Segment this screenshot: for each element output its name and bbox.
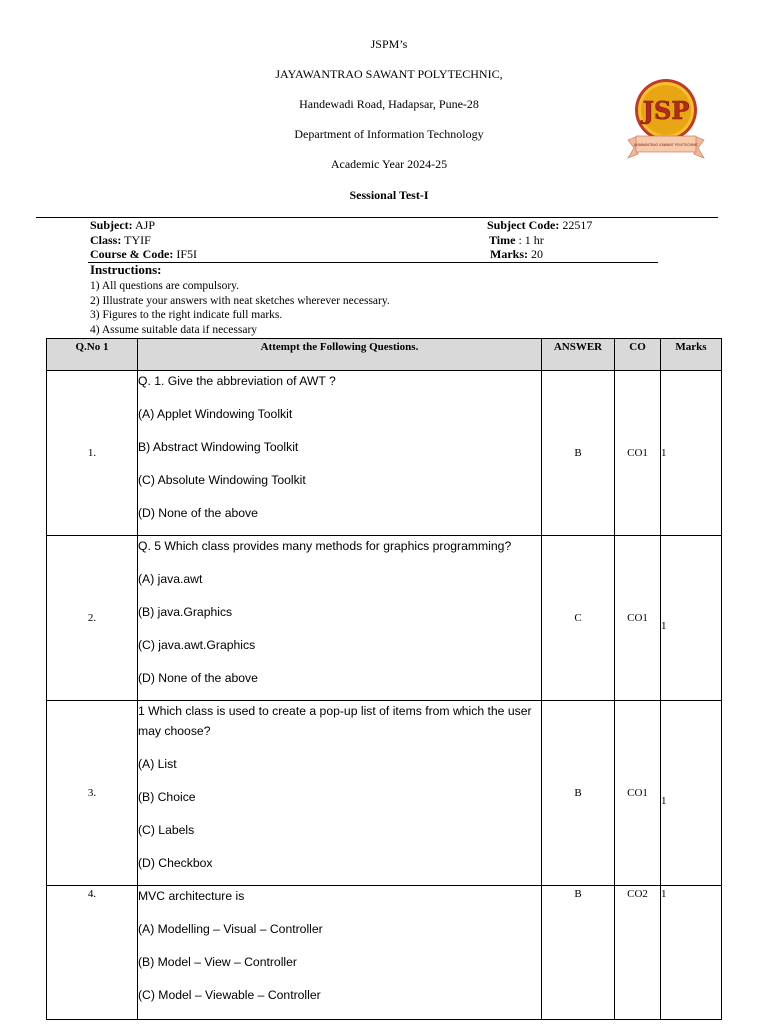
option: (B) Model – View – Controller [138,955,297,969]
option: (D) Checkbox [138,856,213,870]
question-text: MVC architecture is [138,889,245,903]
header-answer: ANSWER [542,339,615,371]
question-number: 4. [47,886,138,1020]
option: (B) Choice [138,790,196,804]
answer-cell: C [542,536,615,701]
subject-line [90,218,155,232]
table-row [47,886,722,1020]
question-text: Q. 1. Give the abbreviation of AWT ? [138,374,336,388]
header-co: CO [615,339,661,371]
question-cell [138,886,542,1020]
course-value: IF5I [173,247,197,261]
option: (D) None of the above [138,671,258,685]
marks-label: Marks: [490,247,528,261]
test-title: Sessional Test-I [349,188,429,202]
table-header-row [47,339,722,371]
subject-code-line [487,218,592,232]
course-line [90,247,197,261]
instruction-item: 3) Figures to the right indicate full marks. [90,309,283,321]
option: (B) java.Graphics [138,605,233,619]
option: (D) None of the above [138,506,258,520]
marks-value: 20 [528,247,543,261]
college-logo [626,78,706,164]
instructions-title: Instructions: [90,262,162,277]
option: (A) Modelling – Visual – Controller [138,922,323,936]
question-text: Q. 5 Which class provides many methods for graphics programming? [138,539,512,553]
question-cell [138,371,542,536]
logo-ribbon-text: JAYAWANTRAO SAWANT POLYTECHNIC [633,143,699,147]
instructions-list [90,279,390,337]
option: (C) java.awt.Graphics [138,638,256,652]
table-row [47,701,722,886]
question-text: 1 Which class is used to create a pop-up list of items from which the user may choose? [138,704,532,738]
option: (A) java.awt [138,572,203,586]
option: B) Abstract Windowing Toolkit [138,440,299,454]
instruction-item: 2) Illustrate your answers with neat sketches wherever necessary. [90,294,390,307]
question-table [46,338,722,1020]
option: (C) Labels [138,823,195,837]
co-cell: CO1 [615,536,661,701]
subject-code-label: Subject Code: [487,218,560,232]
question-cell [138,536,542,701]
answer-cell: B [542,371,615,536]
marks-cell: 1 [661,886,722,1020]
co-cell: CO1 [615,701,661,886]
header-qno: Q.No 1 [47,339,138,371]
question-cell [138,701,542,886]
option: (C) Absolute Windowing Toolkit [138,473,306,487]
table-row [47,536,722,701]
academic-year: Academic Year 2024-25 [330,157,448,171]
marks-cell: 1 [661,371,722,536]
header-question: Attempt the Following Questions. [138,339,542,371]
table-row [47,371,722,536]
header-marks: Marks [661,339,722,371]
instruction-item: 4) Assume suitable data if necessary [90,323,258,336]
org-name: JSPM’s [370,37,408,51]
course-label: Course & Code: [90,247,174,261]
subject-code-value: 22517 [559,218,593,232]
class-line [90,233,151,247]
department-name: Department of Information Technology [294,127,484,141]
question-number: 1. [47,371,138,536]
marks-cell: 1 [661,701,722,886]
option: (C) Model – Viewable – Controller [138,988,321,1002]
question-number: 3. [47,701,138,886]
time-line [489,233,544,247]
subject-label: Subject: [90,218,133,232]
logo-text: JSP [642,96,690,125]
time-value: : 1 hr [515,233,544,247]
option: (A) Applet Windowing Toolkit [138,407,293,421]
marks-cell: 1 [661,536,722,701]
co-cell: CO1 [615,371,661,536]
answer-cell: B [542,886,615,1020]
marks-line [490,247,543,261]
subject-value: AJP [132,218,156,232]
time-label: Time [489,233,516,247]
answer-cell: B [542,701,615,886]
meta-rule [88,262,658,263]
class-label: Class: [90,233,122,247]
option: (A) List [138,757,177,771]
college-address: Handewadi Road, Hadapsar, Pune-28 [299,97,479,111]
question-number: 2. [47,536,138,701]
instruction-item: 1) All questions are compulsory. [90,280,240,292]
college-name: JAYAWANTRAO SAWANT POLYTECHNIC, [275,67,503,81]
co-cell: CO2 [615,886,661,1020]
class-value: TYIF [121,233,151,247]
